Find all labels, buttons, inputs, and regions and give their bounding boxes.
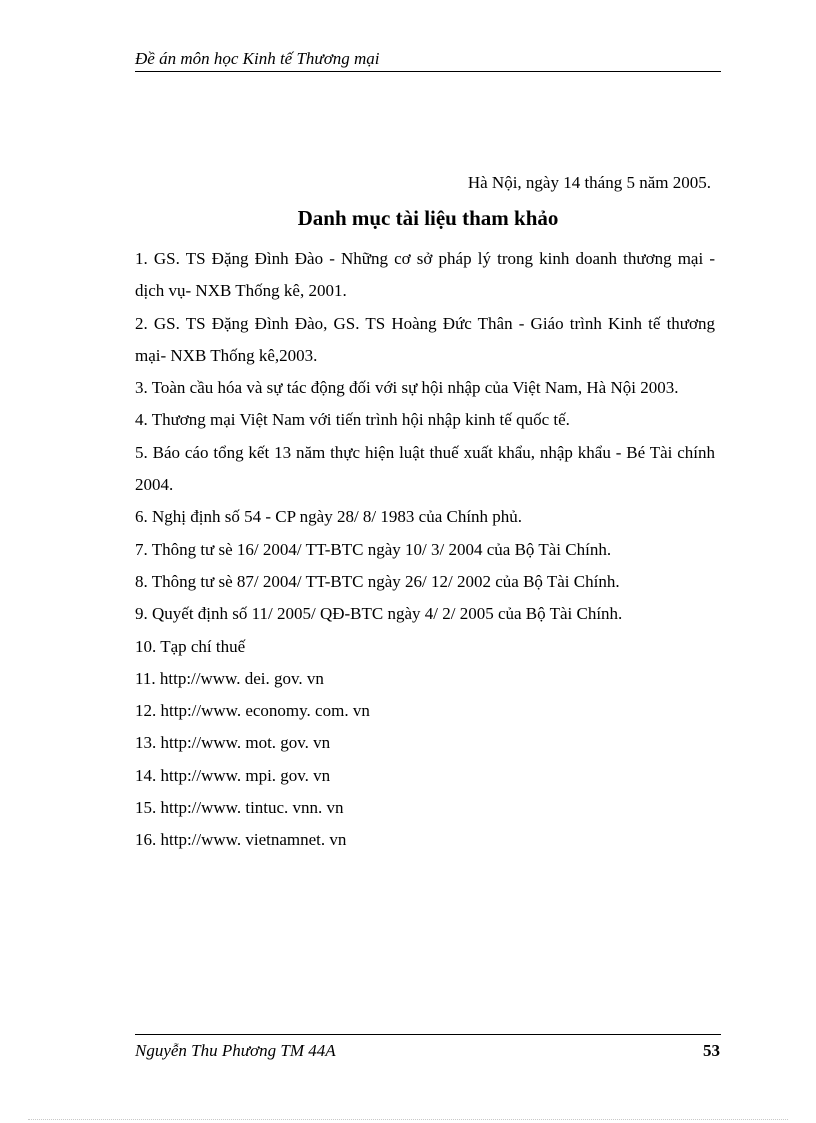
reference-item: 2. GS. TS Đặng Đình Đào, GS. TS Hoàng Đức Thân - Giáo trình Kinh tế thương mại- NXB Thống kê,2003.	[135, 313, 715, 365]
reference-item: 13. http://www. mot. gov. vn	[135, 733, 331, 753]
reference-item: 10. Tạp chí thuế	[135, 636, 246, 656]
footer-author: Nguyễn Thu Phương TM 44A	[135, 1041, 336, 1060]
running-header: Đề án môn học Kinh tế Thương mại	[135, 49, 380, 68]
footer-rule	[135, 1034, 721, 1035]
reference-item: 7. Thông tư sè 16/ 2004/ TT-BTC ngày 10/ 3/ 2004 của Bộ Tài Chính.	[135, 539, 612, 559]
reference-item: 12. http://www. economy. com. vn	[135, 701, 370, 721]
date-line: Hà Nội, ngày 14 tháng 5 năm 2005.	[467, 173, 711, 192]
reference-list	[135, 243, 715, 857]
reference-item: 4. Thương mại Việt Nam với tiến trình hội nhập kinh tế quốc tế.	[135, 410, 570, 430]
page-title: Danh mục tài liệu tham khảo	[297, 206, 559, 230]
reference-item: 15. http://www. tintuc. vnn. vn	[135, 798, 344, 818]
reference-item: 3. Toàn cầu hóa và sự tác động đối với sự hội nhập của Việt Nam, Hà Nội 2003.	[135, 378, 679, 398]
reference-item: 1. GS. TS Đặng Đình Đào - Những cơ sở pháp lý trong kinh doanh thương mại - dịch vụ- NXB Thống kê, 2001.	[135, 249, 715, 301]
reference-item: 5. Báo cáo tổng kết 13 năm thực hiện luật thuế xuất khẩu, nhập khẩu - Bé Tài chính 2004.	[135, 442, 715, 495]
page-edge-divider	[28, 1119, 788, 1120]
reference-item: 9. Quyết định số 11/ 2005/ QĐ-BTC ngày 4/ 2/ 2005 của Bộ Tài Chính.	[135, 604, 623, 624]
reference-item: 14. http://www. mpi. gov. vn	[135, 765, 331, 785]
reference-item: 6. Nghị định số 54 - CP ngày 28/ 8/ 1983 của Chính phủ.	[135, 507, 523, 527]
reference-item: 11. http://www. dei. gov. vn	[135, 668, 324, 688]
reference-item: 8. Thông tư sè 87/ 2004/ TT-BTC ngày 26/ 12/ 2002 của Bộ Tài Chính.	[135, 571, 620, 591]
reference-item: 16. http://www. vietnamnet. vn	[135, 830, 347, 850]
page-number: 53	[703, 1041, 720, 1060]
header-rule	[135, 71, 721, 72]
